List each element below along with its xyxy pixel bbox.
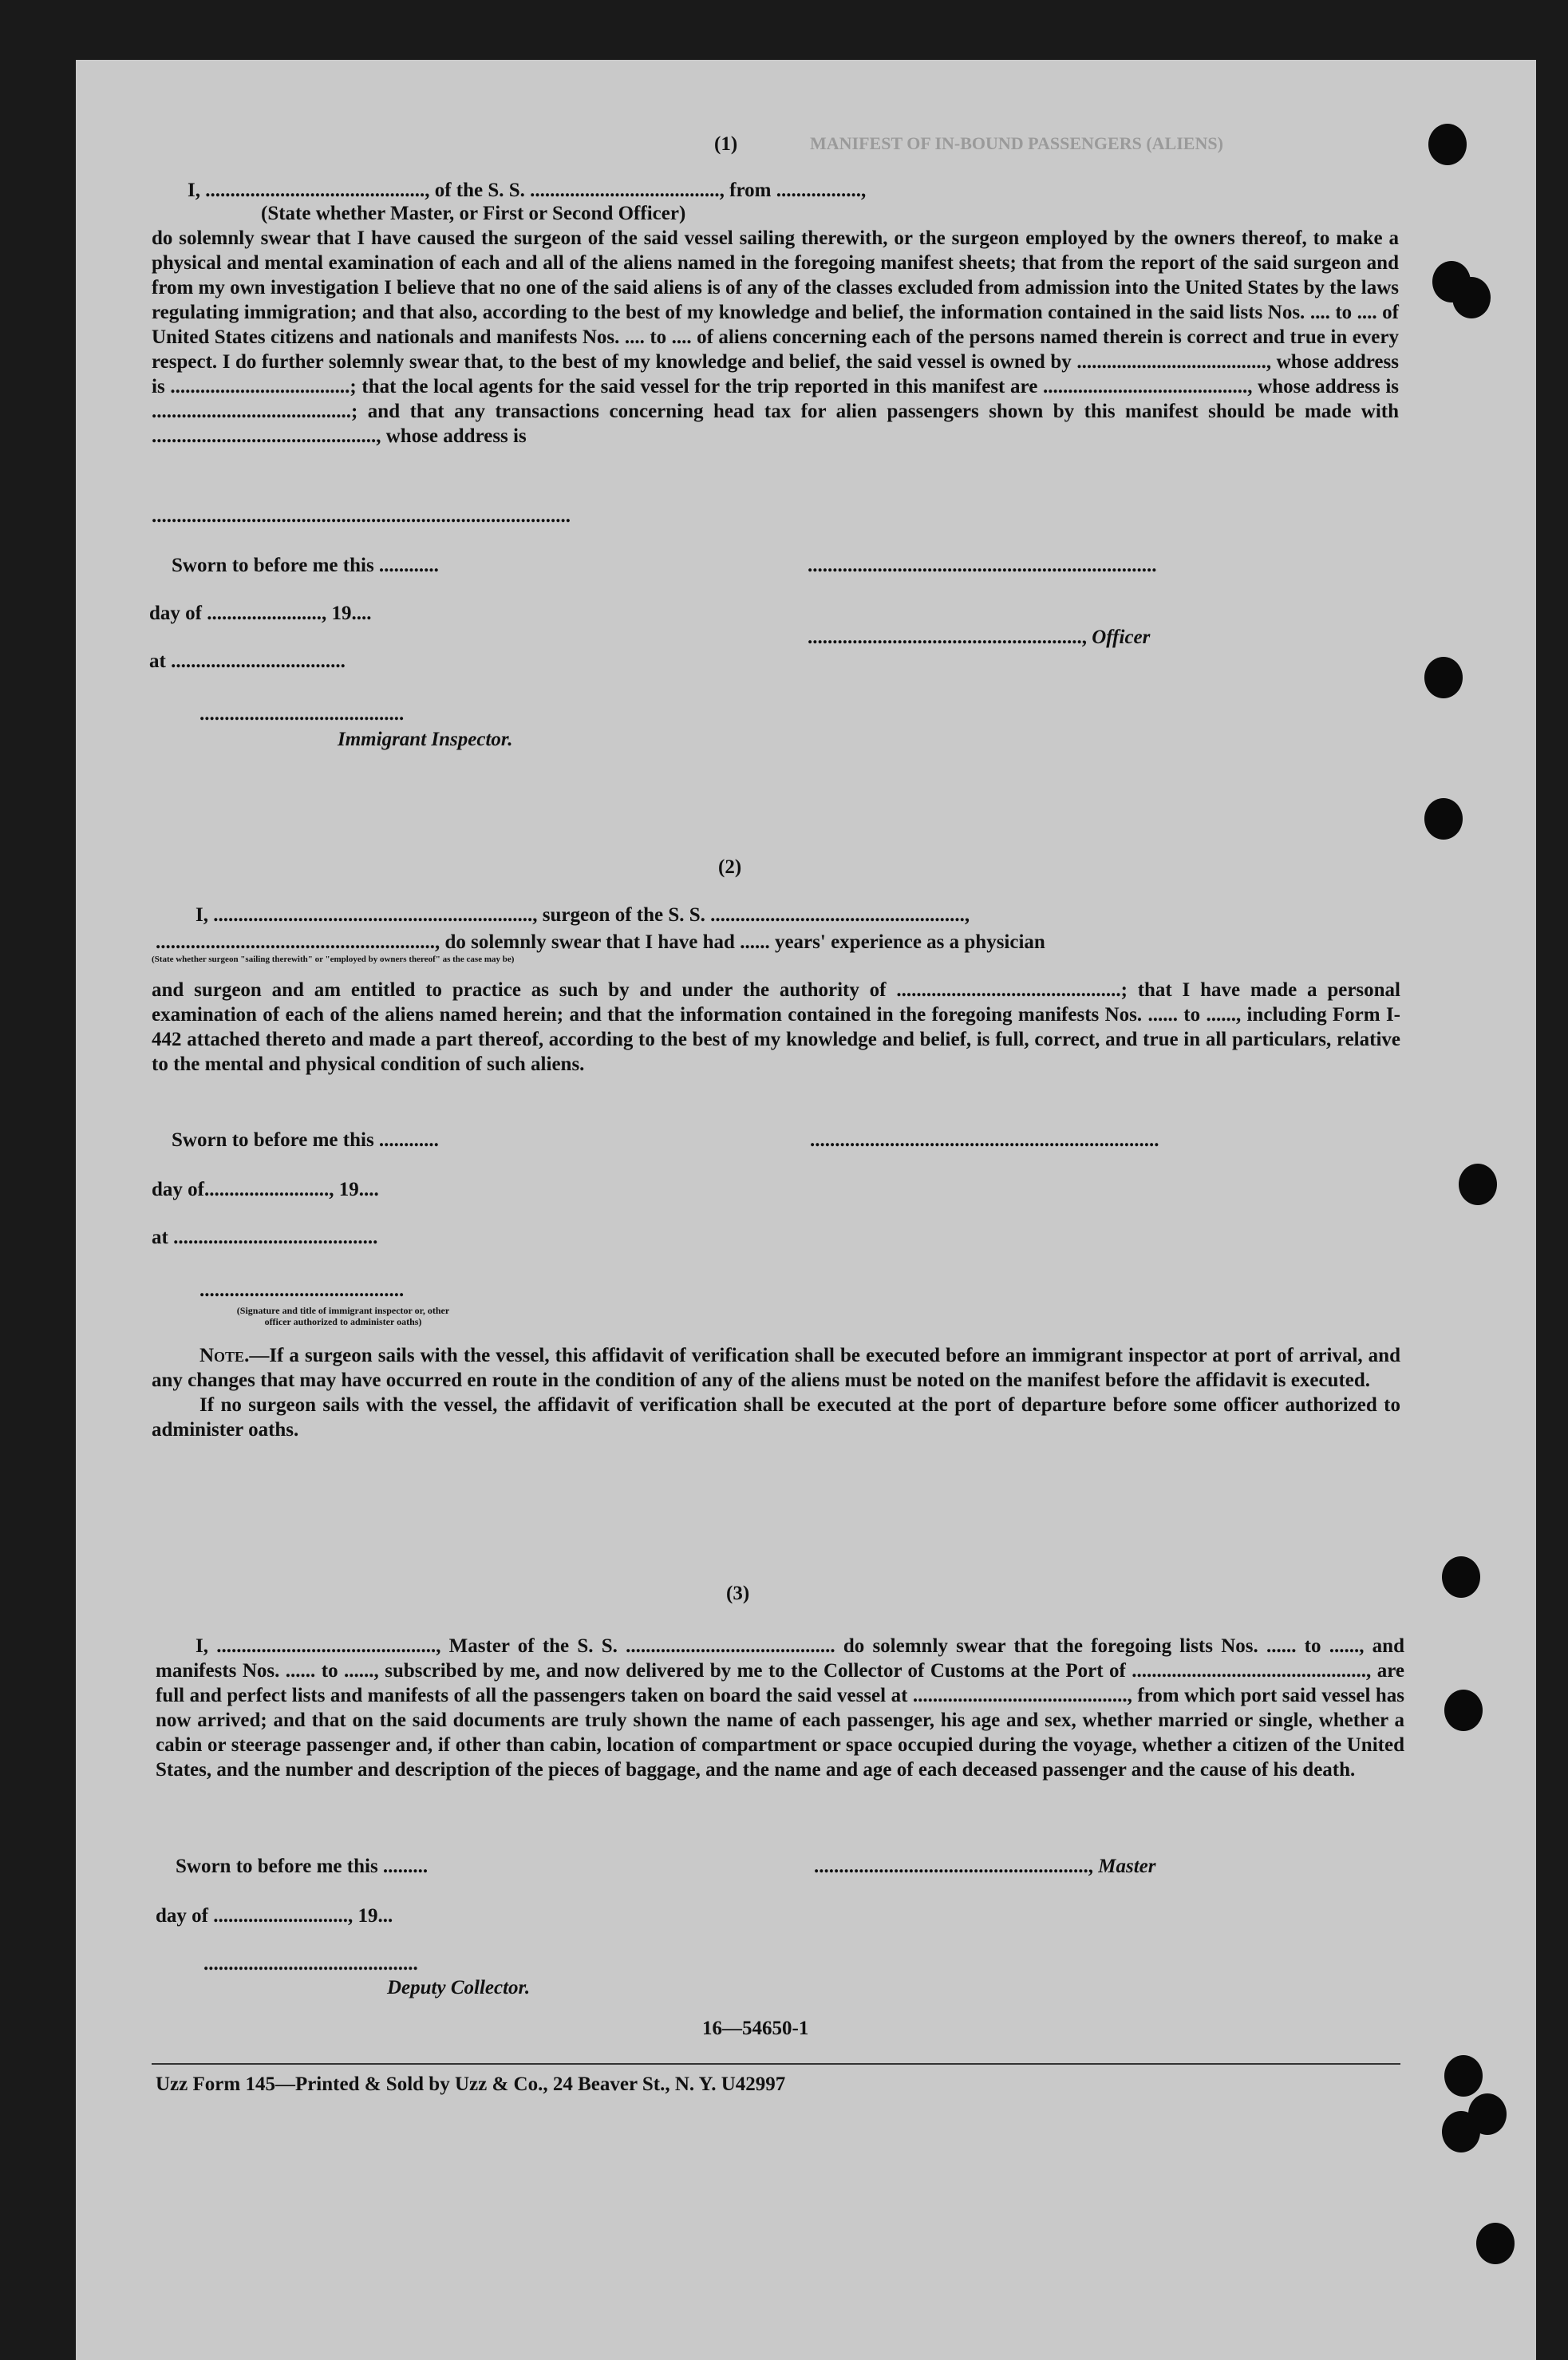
section2-line2: ........................................................, do solemnly swear that I have had ...... years' experience as a physician	[156, 931, 1045, 953]
section1-sig-line: .........................................	[199, 703, 405, 725]
section2-number: (2)	[718, 856, 742, 878]
section2-sworn-line: ......................................................................	[810, 1129, 1159, 1151]
section3-sig-line: ...........................................	[203, 1953, 418, 1975]
section1-sworn-line: ......................................................................	[808, 555, 1157, 576]
section1-inspector: Immigrant Inspector.	[338, 729, 513, 750]
punch-hole	[1424, 657, 1463, 698]
punch-hole	[1476, 2223, 1515, 2264]
section1-day: day of ......................., 19....	[149, 603, 372, 624]
footer-rule	[152, 2063, 1400, 2065]
section2-note-label: Note.	[199, 1345, 250, 1366]
punch-hole	[1424, 798, 1463, 840]
faint-header: MANIFEST OF IN-BOUND PASSENGERS (ALIENS)	[810, 133, 1223, 153]
section2-note	[152, 1343, 1400, 1442]
punch-hole	[1452, 277, 1491, 318]
document-page	[76, 60, 1536, 2360]
form-code: 16—54650-1	[702, 2018, 809, 2039]
section3-collector: Deputy Collector.	[387, 1977, 531, 1998]
section2-body-text: and surgeon and am entitled to practice as such by and under the authority of .............................................; that I have made a personal examination of each of the aliens named herein; and that the information contained in the foregoing manifests Nos. ...... to ......, including Form I-442 attached thereto and made a part thereof, according to the best of my knowledge and belief, is full, correct, and true in all particulars, relative to the mental and physical condition of such aliens.	[152, 979, 1400, 1075]
punch-hole	[1468, 2093, 1507, 2135]
section2-sig-line: .........................................	[199, 1279, 405, 1301]
section3-master-line	[814, 1856, 1155, 1878]
punch-hole	[1444, 2055, 1483, 2097]
section3-number: (3)	[726, 1583, 750, 1604]
section2-line1: I, ................................................................, surgeon of the S. S. ...................................................,	[196, 904, 970, 926]
section2-day: day of........................., 19....	[152, 1179, 379, 1200]
section2-surgeon-note: (State whether surgeon "sailing therewith" or "employed by owners thereof" as the case may be)	[152, 955, 515, 964]
section2-sworn: Sworn to before me this ............	[172, 1129, 439, 1151]
footer-text: Uzz Form 145—Printed & Sold by Uzz & Co., 24 Beaver St., N. Y. U42997	[156, 2073, 786, 2095]
section1-officer: Officer	[1092, 627, 1151, 648]
section2-at: at .........................................	[152, 1227, 378, 1248]
section3-master: Master	[1098, 1856, 1156, 1877]
section2-note1: —If a surgeon sails with the vessel, this affidavit of verification shall be executed before an immigrant inspector at port of arrival, and any changes that may have occurred en route in the condition of any of the aliens must be noted on the manifest before the affidavit is executed.	[152, 1345, 1400, 1391]
section3-body	[156, 1634, 1404, 1782]
section3-sworn: Sworn to before me this .........	[176, 1856, 429, 1877]
section1-officer-dots: .......................................................,	[808, 627, 1092, 648]
punch-hole	[1444, 1690, 1483, 1731]
section2-sig-note: (Signature and title of immigrant inspector or, other officer authorized to administer oaths)	[236, 1305, 450, 1327]
section3-body-text: I, ............................................, Master of the S. S. .......................................... do solemnly swear that the foregoing lists Nos. ...... to ......, and manifests Nos. ...... to ......, subscribed by me, and now delivered by me to the Collector of Customs at the Port of ..............................................., are full and perfect lists and manifests of all the passengers taken on board the said vessel at ..........................................., from which port said vessel has now arrived; and that on the said documents are truly shown the name of each passenger, his age and sex, whether married or single, whether a cabin or steerage passenger and, if other than cabin, location of compartment or space occupied during the voyage, whether a citizen of the United States, and the number and description of the pieces of baggage, and the name and age of each deceased passenger and the cause of his death.	[156, 1635, 1404, 1781]
section1-line1: I, ............................................, of the S. S. ......................................, from .................,	[188, 180, 867, 201]
section1-body-text: do solemnly swear that I have caused the surgeon of the said vessel sailing therewith, or the surgeon employed by the owners thereof, to make a physical and mental examination of each and all of the aliens named in the foregoing manifest sheets; that from the report of the said surgeon and from my own investigation I believe that no one of the said aliens is of any of the classes excluded from admission into the United States by the laws regulating immigration; and that also, according to the best of my knowledge and belief, the information contained in the said lists Nos. .... to .... of United States citizens and nationals and manifests Nos. .... to .... of aliens concerning each of the persons named therein is correct and true in every respect. I do further solemnly swear that, to the best of my knowledge and belief, the said vessel is owned by ......................................, whose address is ....................................; that the local agents for the said vessel for the trip reported in this manifest are ........................................., whose address is ........................................; and that any transactions concerning head tax for alien passengers shown by this manifest should be made with ............................................., whose address is	[152, 227, 1399, 447]
section1-number: (1)	[714, 133, 738, 155]
punch-hole	[1428, 124, 1467, 165]
section1-officer-line	[808, 627, 1150, 649]
section3-day: day of ..........................., 19...	[156, 1905, 393, 1927]
section1-trailing-dots: ....................................................................................	[152, 505, 571, 527]
section1-at: at ...................................	[149, 650, 346, 672]
section3-master-dots: .......................................................,	[814, 1856, 1099, 1877]
punch-hole	[1459, 1164, 1497, 1205]
section1-master-note: (State whether Master, or First or Second Officer)	[261, 203, 686, 224]
section1-body	[152, 226, 1399, 449]
section2-body	[152, 978, 1400, 1077]
section2-note2: If no surgeon sails with the vessel, the affidavit of verification shall be executed at the port of departure before some officer authorized to administer oaths.	[152, 1394, 1400, 1441]
section1-sworn: Sworn to before me this ............	[172, 555, 439, 576]
punch-hole	[1442, 1556, 1480, 1598]
